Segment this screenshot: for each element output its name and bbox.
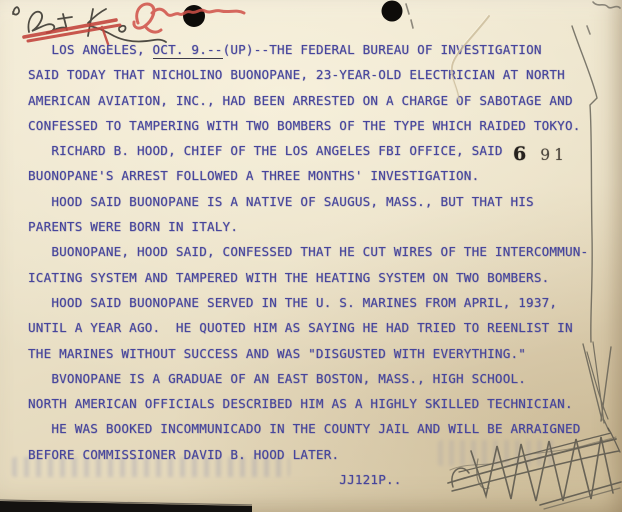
scan-edge-strip — [0, 500, 252, 512]
body-line: HOOD SAID BUONOPANE SERVED IN THE U. S. MARINES FROM APRIL, 1937, — [28, 294, 558, 310]
body-line: THE MARINES WITHOUT SUCCESS AND WAS "DISGUSTED WITH EVERYTHING." — [28, 345, 527, 361]
stamp-digit-6: 6 — [513, 143, 527, 165]
body-line: AMERICAN AVIATION, INC., HAD BEEN ARRESTED ON A CHARGE OF SABOTAGE AND — [28, 92, 573, 108]
body-line: SAID TODAY THAT NICHOLINO BUONOPANE, 23-YEAR-OLD ELECTRICIAN AT NORTH — [28, 67, 565, 83]
dateline-rest: (UP)--THE FEDERAL BUREAU OF INVESTIGATION — [222, 42, 542, 57]
body-line: BEFORE COMMISSIONER DAVID B. HOOD LATER. — [28, 446, 340, 462]
body-line: UNTIL A YEAR AGO. HE QUOTED HIM AS SAYING HE HAD TRIED TO REENLIST IN — [28, 320, 573, 336]
signoff-line: JJ121P.. — [28, 472, 402, 488]
hole-punch-right — [382, 1, 403, 22]
body-line: BVONOPANE IS A GRADUAE OF AN EAST BOSTON, MASS., HIGH SCHOOL. — [28, 370, 527, 386]
typed-text-block — [28, 37, 612, 492]
page-number-stamp — [513, 143, 568, 165]
body-line: ICATING SYSTEM AND TAMPERED WITH THE HEATING SYSTEM ON TWO BOMBERS. — [28, 269, 550, 285]
pencil-corner-marks — [406, 2, 620, 34]
dateline-date-underlined: OCT. 9.-- — [152, 42, 223, 57]
body-line: HE WAS BOOKED INCOMMUNICADO IN THE COUNTY JAIL AND WILL BE ARRAIGNED — [28, 421, 581, 437]
body-line: PARENTS WERE BORN IN ITALY. — [28, 219, 239, 235]
body-line: RICHARD B. HOOD, CHIEF OF THE LOS ANGELES FBI OFFICE, SAID — [28, 143, 503, 159]
stamp-digits-91: 91 — [540, 146, 568, 164]
body-line: HOOD SAID BUONOPANE IS A NATIVE OF SAUGUS, MASS., BUT THAT HIS — [28, 193, 534, 209]
body-line: NORTH AMERICAN OFFICIALS DESCRIBED HIM AS A HIGHLY SKILLED TECHNICIAN. — [28, 396, 573, 412]
body-line: CONFESSED TO TAMPERING WITH TWO BOMBERS OF THE TYPE WHICH RAIDED TOKYO. — [28, 117, 581, 133]
hole-punch-left — [183, 5, 205, 27]
body-line: BUONOPANE, HOOD SAID, CONFESSED THAT HE CUT WIRES OF THE INTERCOMMUN- — [28, 244, 589, 260]
dateline-city: LOS ANGELES, — [28, 42, 153, 57]
body-line: BUONOPANE'S ARREST FOLLOWED A THREE MONTHS' INVESTIGATION. — [28, 168, 480, 184]
dateline — [28, 37, 612, 62]
handwriting-jeanne — [134, 4, 244, 32]
